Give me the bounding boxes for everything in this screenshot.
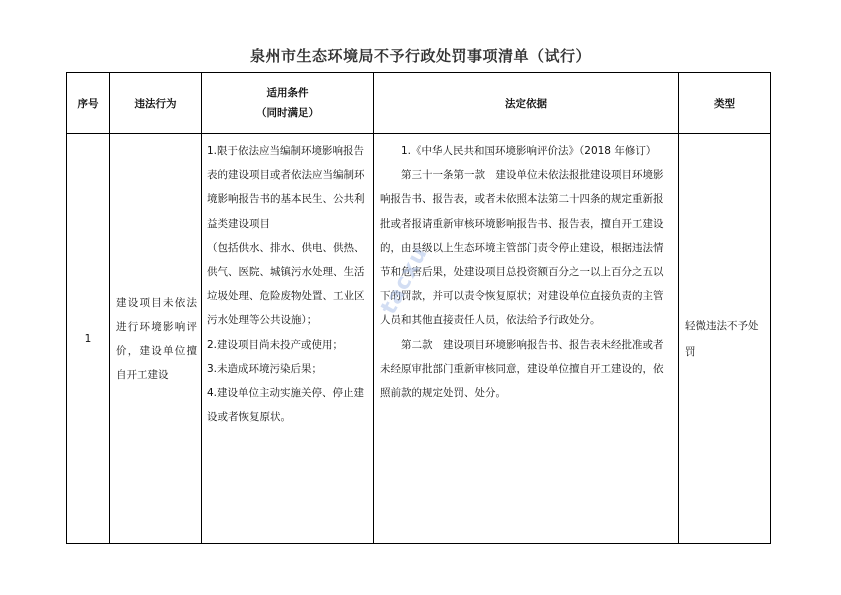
- table-row: [67, 134, 771, 544]
- header-conditions-line1: 适用条件: [266, 87, 309, 99]
- watermark: tacxu: [376, 242, 433, 319]
- row-basis: [374, 134, 679, 544]
- row-conditions: [202, 134, 374, 544]
- header-behavior: 违法行为: [110, 73, 202, 134]
- condition-item: 2.建设项目尚未投产或使用；: [207, 338, 344, 351]
- condition-item: 1.限于依法应当编制环境影响报告表的建设项目或者依法应当编制环境影响报告书的基本民生、公共利益类建设项目: [207, 145, 365, 230]
- basis-paragraph: 第三十一条第一款 建设单位未依法报批建设项目环境影响报告书、报告表，或者未依照本法第二十四条的规定重新报批或者报请重新审核环境影响报告书、报告表，擅自开工建设的，由县级以上生态环境主管部门责令停止建设，根据违法情节和危害后果，处建设项目总投资额百分之一以上百分之五以下的罚款，并可以责令恢复原状；对建设单位直接负责的主管人员和其他直接责任人员，依法给予行政处分。: [380, 169, 664, 327]
- row-index: 1: [67, 134, 110, 544]
- header-conditions: [202, 73, 374, 134]
- basis-paragraph: 第二款 建设项目环境影响报告书、报告表未经批准或者未经原审批部门重新审核同意，建设单位擅自开工建设的，依照前款的规定处罚、处分。: [380, 338, 664, 400]
- penalty-exemption-table: [66, 72, 771, 544]
- condition-item: 4.建设单位主动实施关停、停止建设或者恢复原状。: [207, 387, 365, 424]
- header-index: 序号: [67, 73, 110, 134]
- header-type: 类型: [679, 73, 771, 134]
- header-basis: 法定依据: [374, 73, 679, 134]
- document-title: 泉州市生态环境局不予行政处罚事项清单（试行）: [249, 47, 591, 65]
- condition-item: 3.未造成环境污染后果；: [207, 362, 323, 375]
- condition-item: （包括供水、排水、供电、供热、供气、医院、城镇污水处理、生活垃圾处理、危险废物处置、工业区污水处理等公共设施）；: [207, 241, 365, 327]
- row-behavior: 建设项目未依法进行环境影响评价，建设单位擅自开工建设: [110, 134, 202, 544]
- table-header-row: [67, 73, 771, 134]
- basis-paragraph: 1.《中华人民共和国环境影响评价法》（2018 年修订）: [401, 145, 657, 157]
- header-conditions-line2: （同时满足）: [256, 107, 319, 119]
- row-type: 轻微违法不予处罚: [679, 134, 771, 544]
